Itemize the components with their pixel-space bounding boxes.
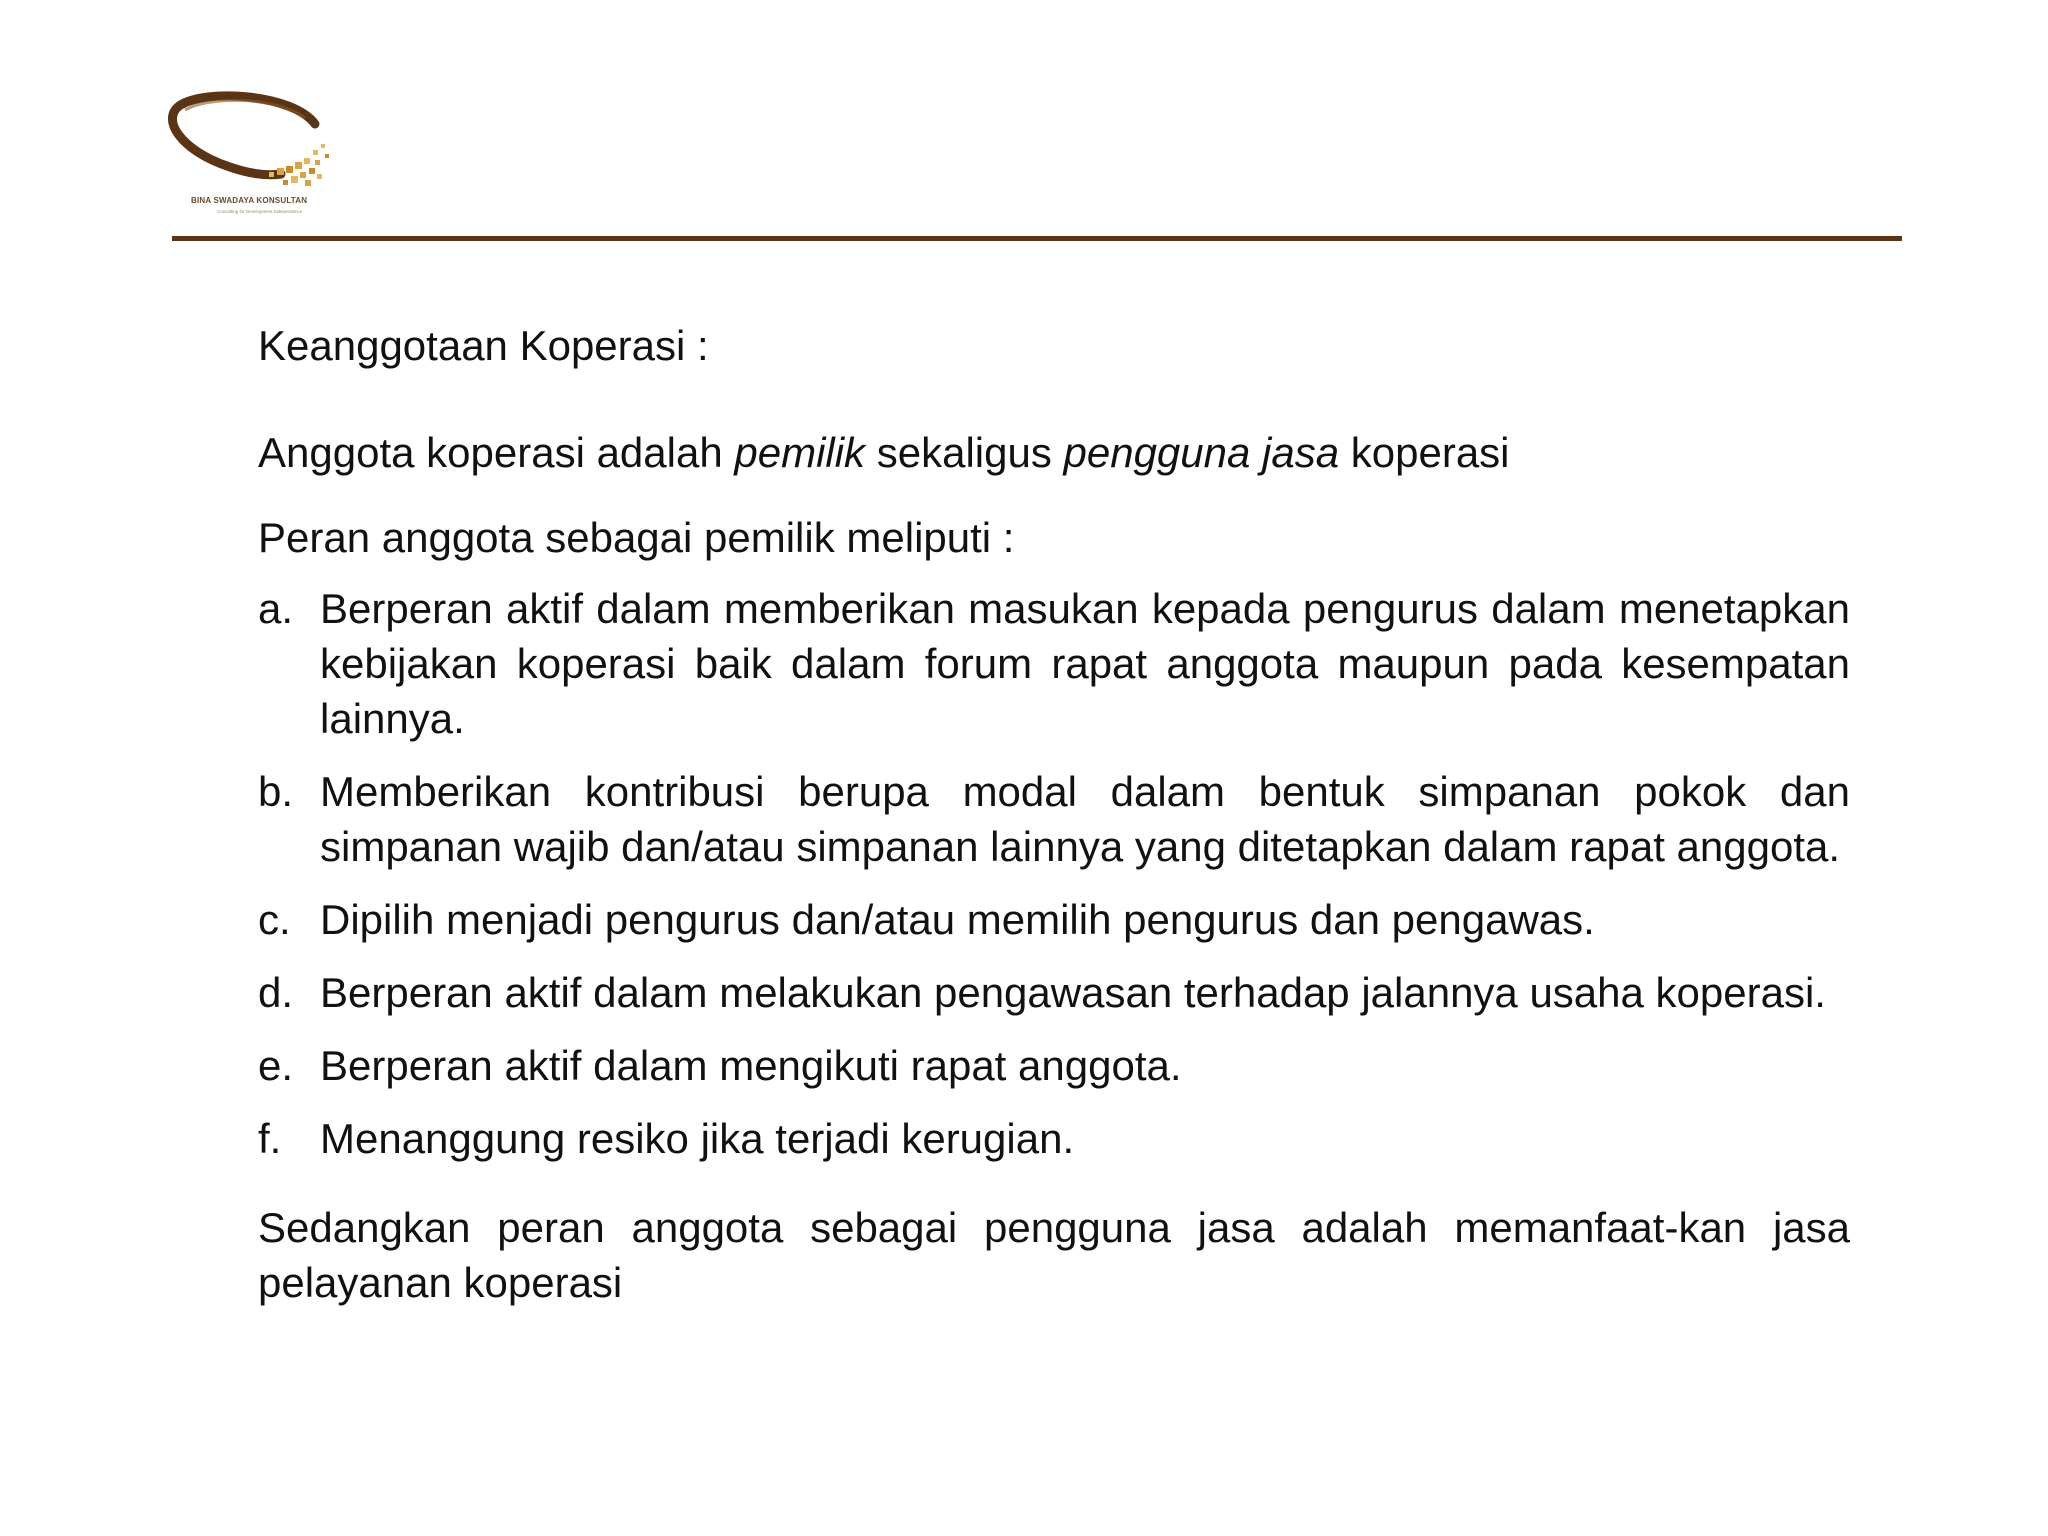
closing-paragraph: Sedangkan peran anggota sebagai pengguna jasa adalah memanfaat-kan jasa pelayanan koperasi bbox=[258, 1204, 1850, 1306]
company-logo bbox=[165, 88, 345, 223]
intro-text-3: koperasi bbox=[1339, 429, 1510, 476]
roles-list bbox=[258, 581, 1850, 1166]
intro-emphasis-user: pengguna jasa bbox=[1063, 429, 1340, 476]
header-divider bbox=[172, 236, 1902, 241]
slide-heading: Keanggotaan Koperasi : bbox=[258, 322, 709, 369]
list-marker: a. bbox=[258, 585, 294, 632]
intro-text-1: Anggota koperasi adalah bbox=[258, 429, 735, 476]
list-item-text: Berperan aktif dalam melakukan pengawasan terhadap jalannya usaha koperasi. bbox=[320, 969, 1826, 1016]
list-item-text: Berperan aktif dalam mengikuti rapat anggota. bbox=[320, 1042, 1182, 1089]
list-item-text: Menanggung resiko jika terjadi kerugian. bbox=[320, 1115, 1075, 1162]
list-marker: b. bbox=[258, 768, 294, 815]
logo-company-name: BINA SWADAYA KONSULTAN bbox=[191, 196, 308, 205]
intro-emphasis-owner: pemilik bbox=[734, 429, 866, 476]
list-item bbox=[258, 581, 1850, 746]
logo-mark-icon bbox=[165, 88, 345, 198]
list-marker: d. bbox=[258, 969, 294, 1016]
list-item bbox=[258, 892, 1850, 947]
list-item bbox=[258, 1111, 1850, 1166]
list-item-text: Berperan aktif dalam memberikan masukan kepada pengurus dalam menetapkan kebijakan koperasi baik dalam forum rapat anggota maupun pada kesempatan lainnya. bbox=[320, 585, 1850, 742]
slide-content bbox=[258, 318, 1850, 1310]
list-marker: e. bbox=[258, 1042, 294, 1089]
list-item bbox=[258, 764, 1850, 874]
list-item bbox=[258, 965, 1850, 1020]
list-item bbox=[258, 1038, 1850, 1093]
intro-paragraph bbox=[258, 425, 1850, 480]
logo-tagline: Consulting for Development Independence bbox=[217, 209, 303, 214]
roles-heading: Peran anggota sebagai pemilik meliputi : bbox=[258, 514, 1015, 561]
intro-text-2: sekaligus bbox=[865, 429, 1064, 476]
list-marker: c. bbox=[258, 896, 291, 943]
list-marker: f. bbox=[258, 1115, 282, 1162]
list-item-text: Memberikan kontribusi berupa modal dalam bentuk simpanan pokok dan simpanan wajib dan/atau simpanan lainnya yang ditetapkan dalam rapat anggota. bbox=[320, 768, 1850, 870]
list-item-text: Dipilih menjadi pengurus dan/atau memilih pengurus dan pengawas. bbox=[320, 896, 1595, 943]
